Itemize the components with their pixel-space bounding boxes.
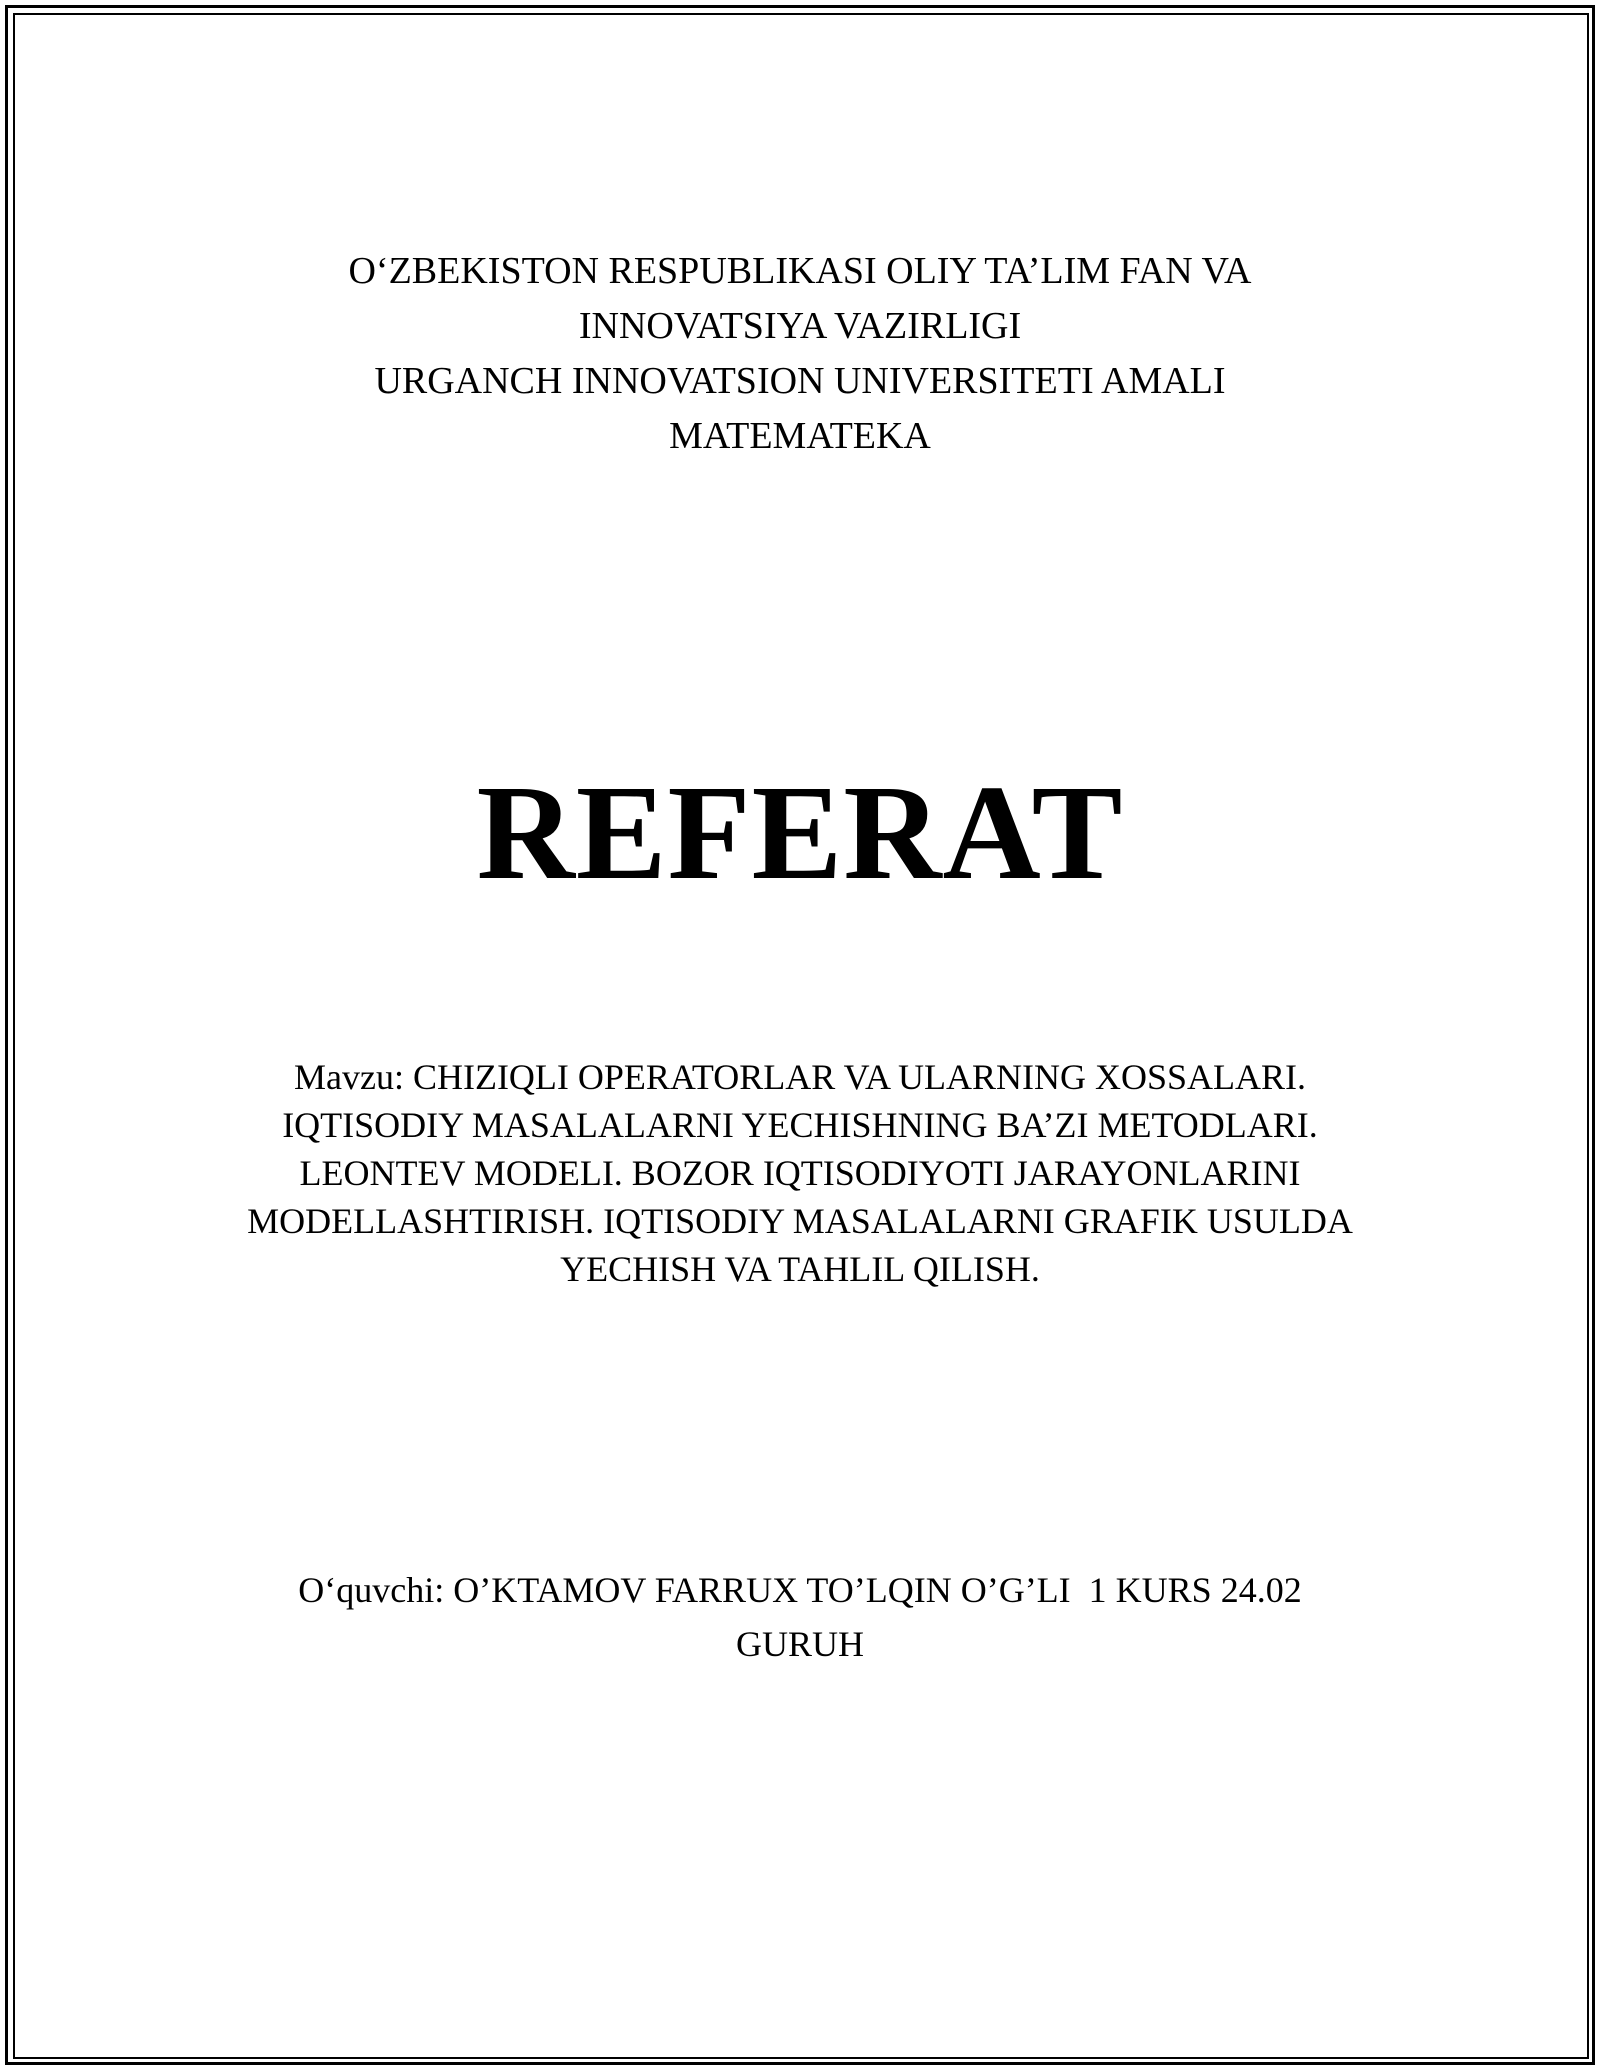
institution-header: [0, 244, 1600, 464]
student-line: O‘quvchi: O’KTAMOV FARRUX TO’LQIN O’G’LI 1 KURS 24.02: [298, 1570, 1302, 1610]
student-info: [0, 1563, 1600, 1671]
topic-line: MODELLASHTIRISH. IQTISODIY MASALALARNI GRAFIK USULDA: [247, 1201, 1353, 1241]
document-title: REFERAT: [476, 758, 1124, 908]
header-line: INNOVATSIYA VAZIRLIGI: [578, 305, 1022, 347]
topic-line: YECHISH VA TAHLIL QILISH.: [560, 1249, 1040, 1289]
header-line: URGANCH INNOVATSION UNIVERSITETI AMALI: [374, 360, 1226, 402]
topic-line: IQTISODIY MASALALARNI YECHISHNING BA’ZI METODLARI.: [282, 1105, 1318, 1145]
header-line: O‘ZBEKISTON RESPUBLIKASI OLIY TA’LIM FAN VA: [348, 250, 1252, 292]
header-line: MATEMATEKA: [669, 415, 931, 457]
topic-line: LEONTEV MODELI. BOZOR IQTISODIYOTI JARAYONLARINI: [299, 1153, 1301, 1193]
topic-block: [0, 1053, 1600, 1293]
topic-line: Mavzu: CHIZIQLI OPERATORLAR VA ULARNING XOSSALARI.: [293, 1057, 1307, 1097]
student-line: GURUH: [735, 1624, 864, 1664]
